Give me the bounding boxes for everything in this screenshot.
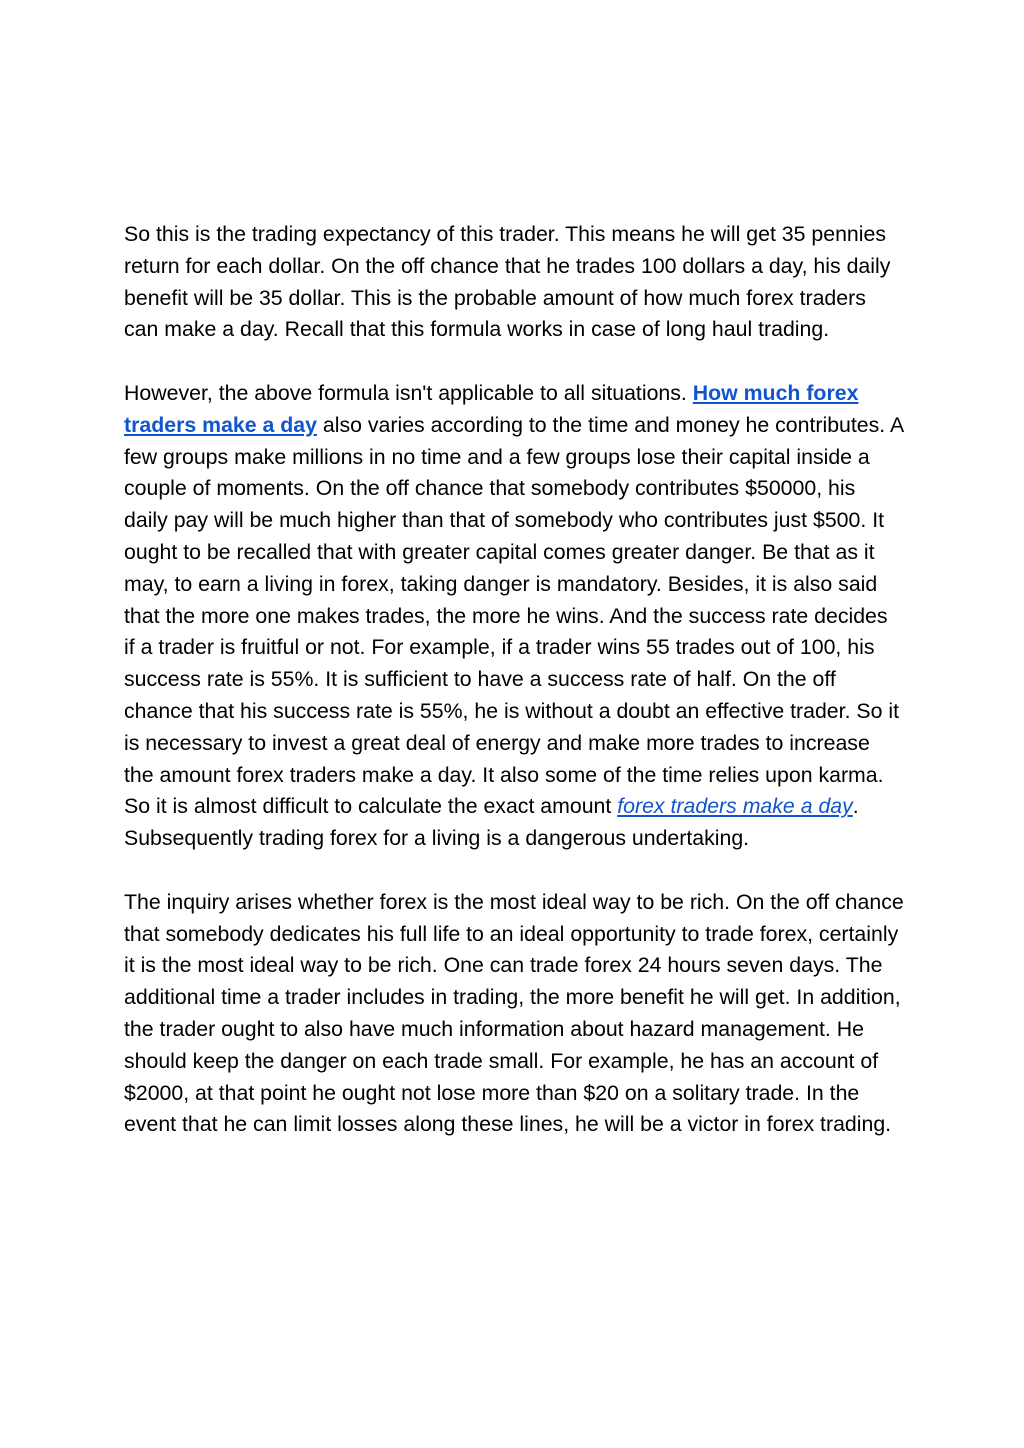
paragraph-text: . Subsequently trading forex for a living is a dangerous undertaking. — [124, 794, 859, 851]
how-much-forex-traders-link[interactable]: How much forex traders make a day — [124, 380, 859, 437]
paragraph-expectancy: So this is the trading expectancy of this trader. This means he will get 35 pennies return for each dollar. On the off chance that he trades 100 dollars a day, his daily benefit will be 35 dollar. This is the probable amount of how much forex traders can make a day. Recall that this formula works in case of long haul trading. — [124, 222, 891, 342]
paragraph-text: also varies according to the time and money he contributes. A few groups make millions in no time and a few groups lose their capital inside a couple of moments. On the off chance that somebody contributes $50000, his daily pay will be much higher than that of somebody who contributes just $500. It ought to be recalled that with greater capital comes greater danger. Be that as it may, to earn a living in forex, taking danger is mandatory. Besides, it is also said that the more one makes trades, the more he wins. And the success rate decides if a trader is fruitful or not. For example, if a trader wins 55 trades out of 100, his success rate is 55%. It is sufficient to have a success rate of half. On the off chance that his success rate is 55%, he is without a doubt an effective trader. So it is necessary to invest a great deal of energy and make more trades to increase the amount forex traders make a day. It also some of the time relies upon karma. So it is almost difficult to calculate the exact amount — [124, 412, 903, 819]
paragraph-ideal-way: The inquiry arises whether forex is the most ideal way to be rich. On the off chance that somebody dedicates his full life to an ideal opportunity to trade forex, certainly it is the most ideal way to be rich. One can trade forex 24 hours seven days. The additional time a trader includes in trading, the more benefit he will get. In addition, the trader ought to also have much information about hazard management. He should keep the danger on each trade small. For example, he has an account of $2000, at that point he ought not lose more than $20 on a solitary trade. In the event that he can limit losses along these lines, he will be a victor in forex trading. — [124, 889, 904, 1137]
paragraph-text: However, the above formula isn't applicable to all situations. — [124, 380, 693, 405]
forex-traders-make-a-day-link[interactable]: forex traders make a day — [617, 794, 853, 819]
document-body — [124, 219, 904, 1141]
paragraph-formula-limits — [124, 378, 904, 855]
